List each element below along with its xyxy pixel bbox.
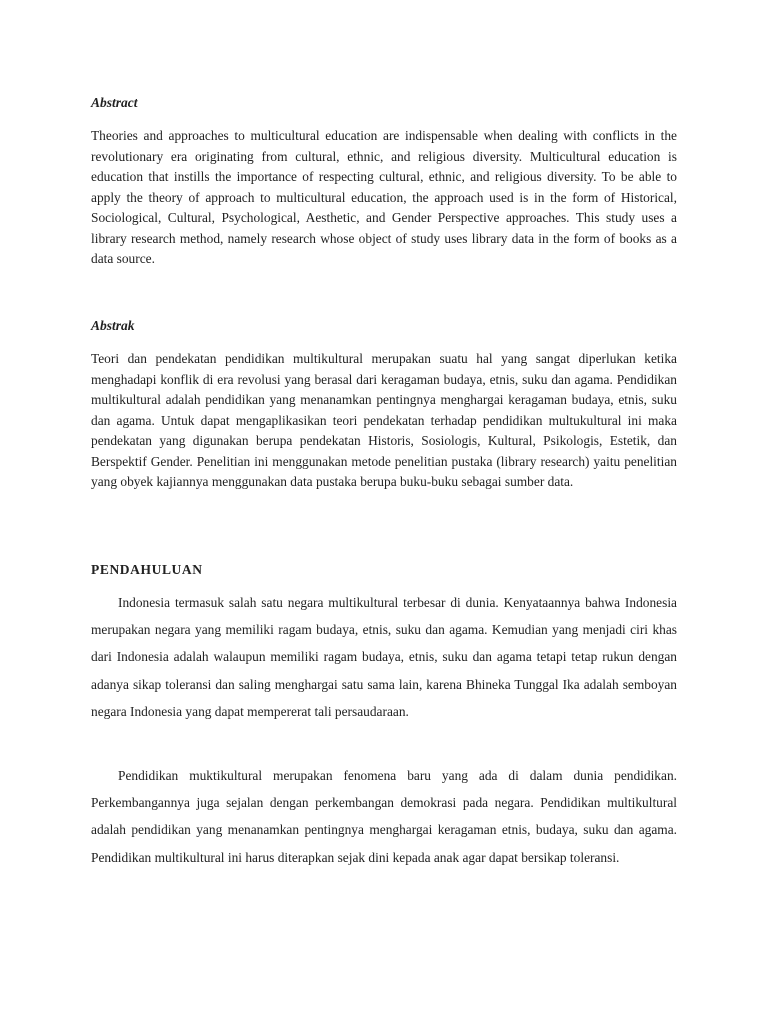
pendahuluan-heading: PENDAHULUAN xyxy=(91,562,203,577)
abstract-paragraph: Theories and approaches to multicultural education are indispensable when dealing with conflicts in the revolutionary era originating from cultural, ethnic, and religious diversity. Multicultural education is education that instills the importance of respecting cultural, ethnic, and religious diversity. To be able to apply the theory of approach to multicultural education, the approach used is in the form of Historical, Sociological, Cultural, Psychological, Aesthetic, and Gender Perspective approaches. This study uses a library research method, namely research whose object of study uses library data in the form of books as a data source. xyxy=(91,128,677,266)
abstrak-heading: Abstrak xyxy=(91,318,135,333)
abstrak-paragraph: Teori dan pendekatan pendidikan multikultural merupakan suatu hal yang sangat diperlukan ketika menghadapi konflik di era revolusi yang berasal dari keragaman budaya, etnis, suku dan agama. Pendidikan multikultural adalah pendidikan yang menanamkan pentingnya menghargai keragaman budaya, etnis, suku dan agama. Untuk dapat mengaplikasikan teori pendekatan terhadap pendidikan multukultural ini maka pendekatan yang digunakan berupa pendekatan Historis, Sosiologis, Kultural, Psikologis, Estetik, dan Berspektif Gender. Penelitian ini menggunakan metode penelitian pustaka (library research) yaitu penelitian yang obyek kajiannya menggunakan data pustaka berupa buku-buku sebagai sumber data. xyxy=(91,351,677,489)
pendahuluan-paragraph-1: Indonesia termasuk salah satu negara multikultural terbesar di dunia. Kenyataannya bahwa Indonesia merupakan negara yang memiliki ragam budaya, etnis, suku dan agama. Kemudian yang menjadi ciri khas dari Indonesia adalah walaupun memiliki ragam budaya, etnis, suku dan agama tetapi tetap rukun dengan adanya sikap toleransi dan saling menghargai satu sama lain, karena Bhineka Tunggal Ika adalah semboyan negara Indonesia yang dapat mempererat tali persaudaraan. xyxy=(91,595,677,719)
pendahuluan-paragraph-2: Pendidikan muktikultural merupakan fenomena baru yang ada di dalam dunia pendidikan. Perkembangannya juga sejalan dengan perkembangan demokrasi pada negara. Pendidikan multikultural adalah pendidikan yang menanamkan pentingnya menghargai keragaman etnis, budaya, suku dan agama. Pendidikan multikultural ini harus diterapkan sejak dini kepada anak agar dapat bersikap toleransi. xyxy=(91,768,677,865)
abstract-heading: Abstract xyxy=(91,95,138,110)
